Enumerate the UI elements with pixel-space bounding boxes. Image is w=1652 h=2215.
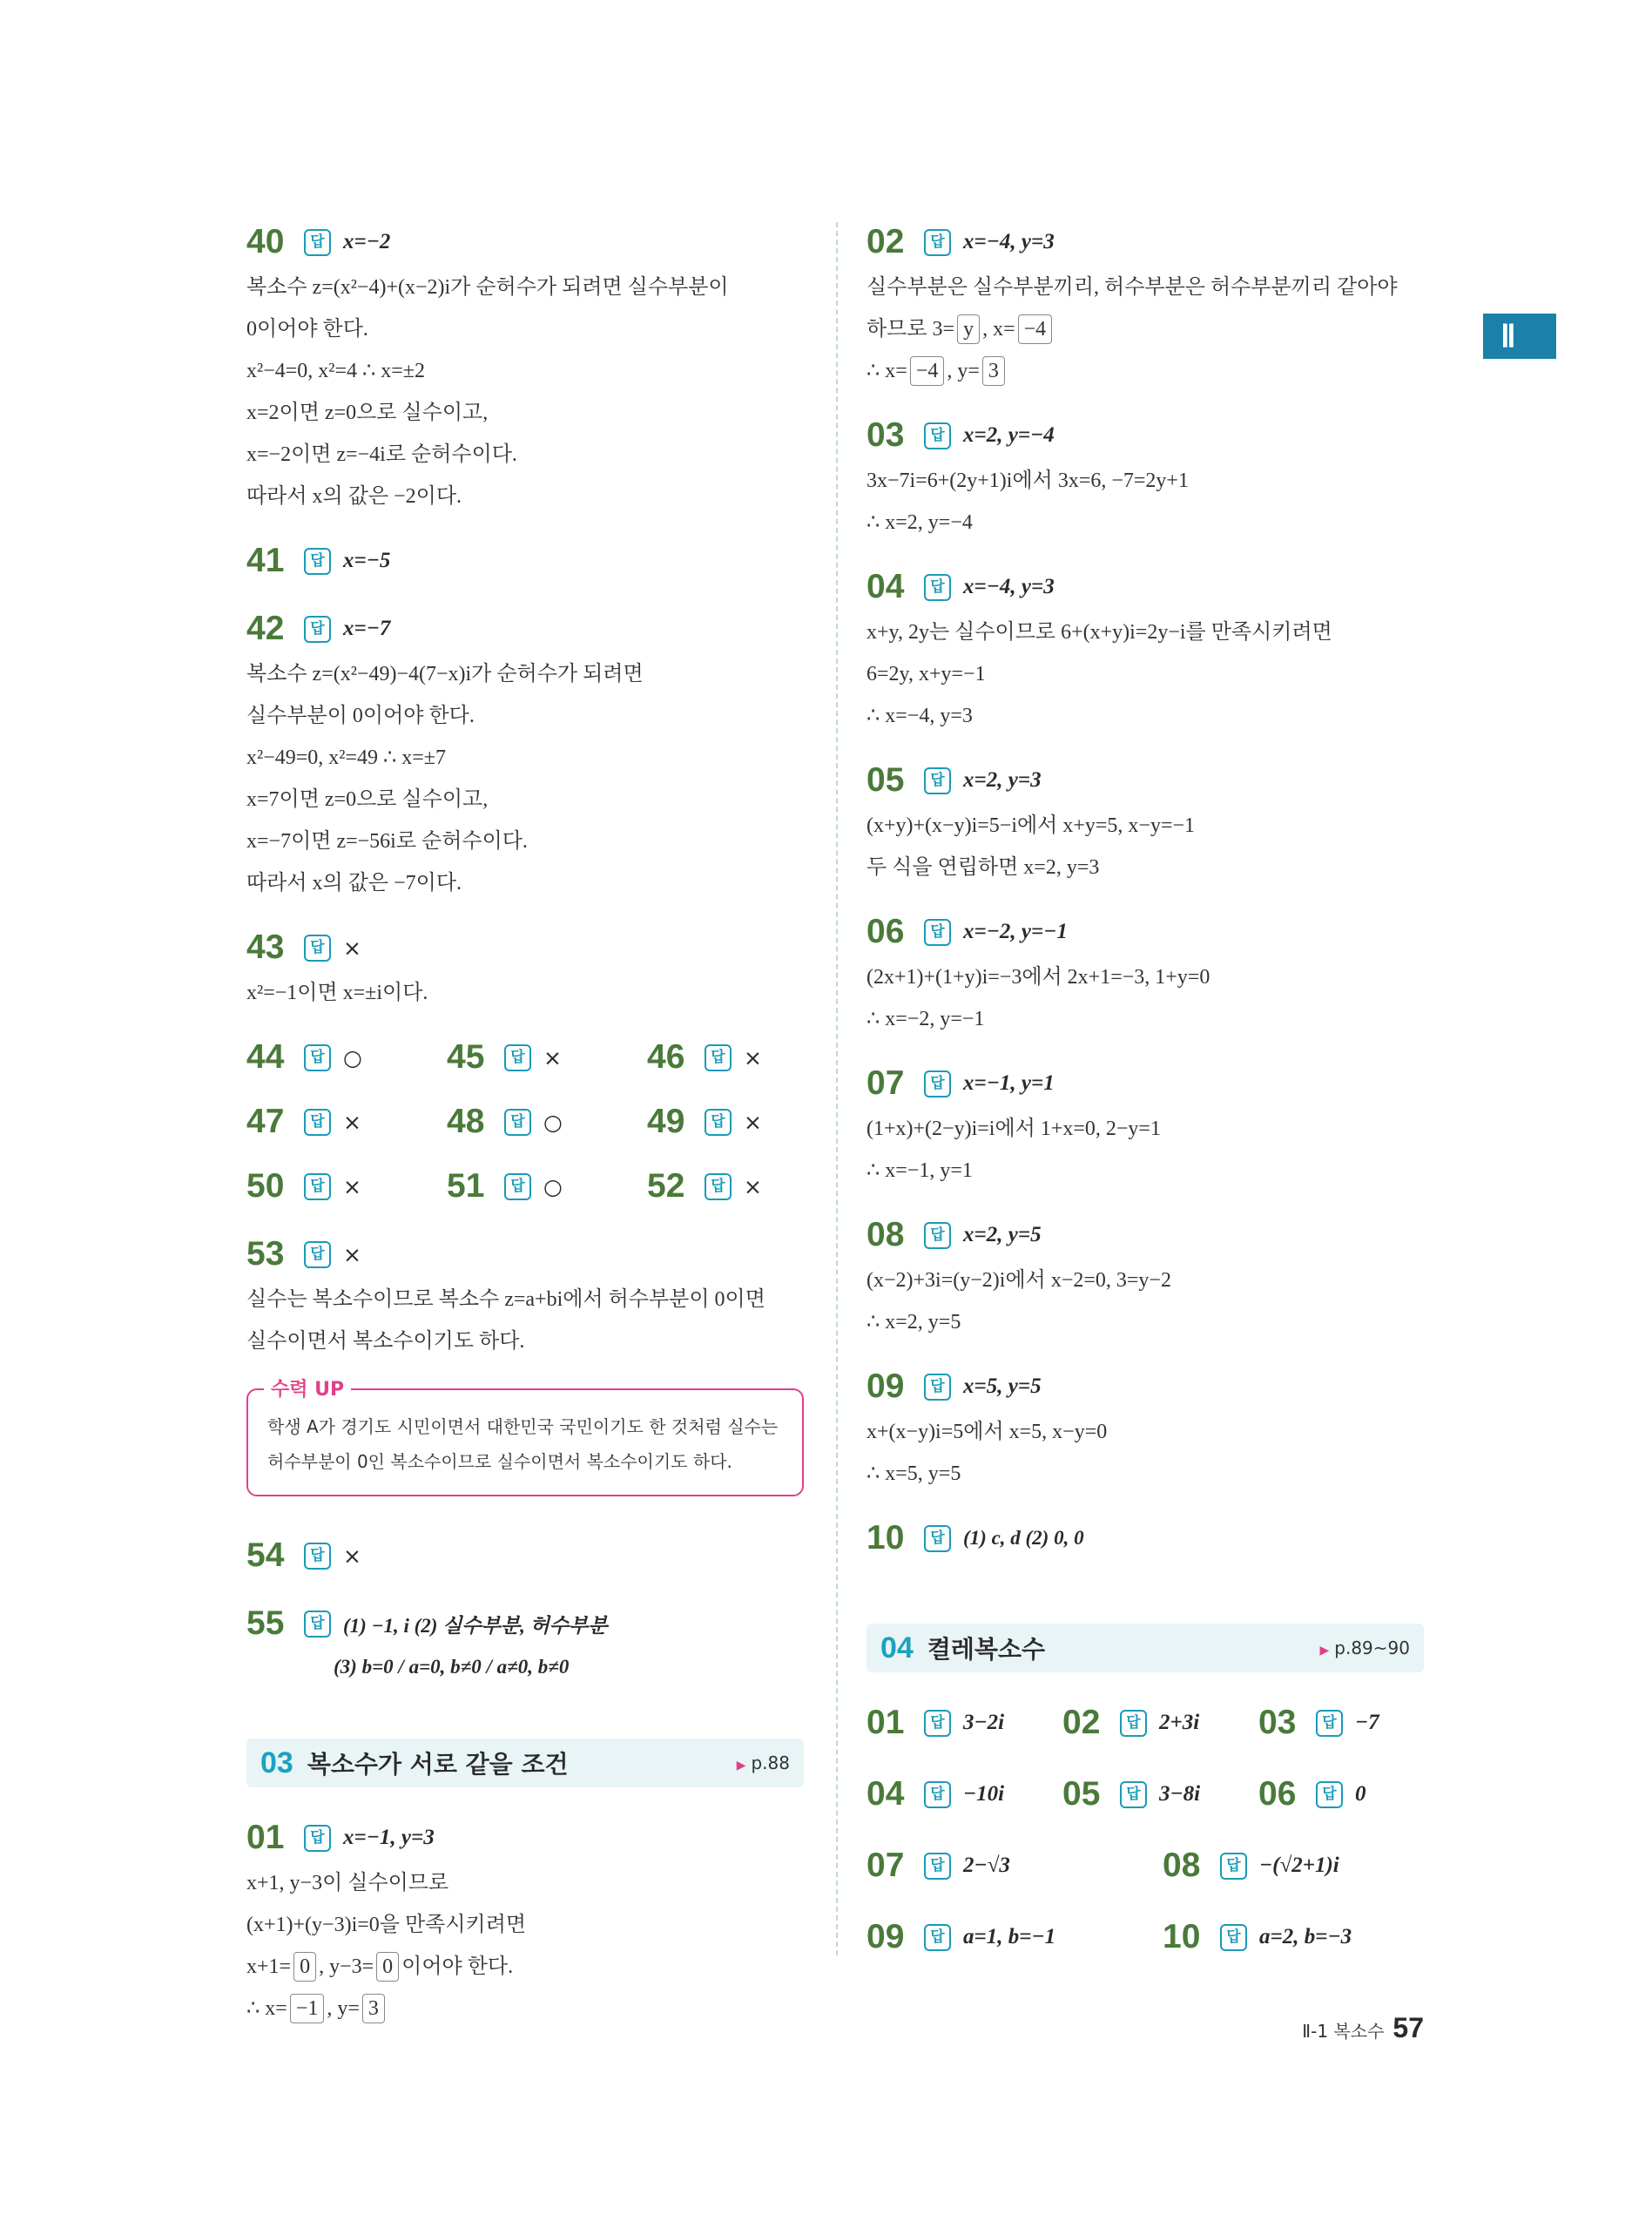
answer: x=2, y=5 <box>963 1223 1042 1246</box>
problem-number: 10 <box>1163 1918 1201 1955</box>
solution-line: (1+x)+(2−y)i=i에서 1+x=0, 2−y=1 <box>866 1118 1161 1140</box>
solution-line: 하므로 3= y , x= −4 <box>866 308 1424 350</box>
problem-number: 49 <box>647 1103 685 1140</box>
answer: 2+3i <box>1159 1711 1200 1734</box>
solution-line: x=−7이면 z=−56i로 순허수이다. <box>246 830 528 853</box>
page-number: 57 <box>1392 2012 1424 2043</box>
section03-problem-06 <box>866 908 1424 1040</box>
answer: −7 <box>1355 1711 1379 1734</box>
solution-line: ∴ x=−2, y=−1 <box>866 1008 985 1030</box>
problem-number: 08 <box>866 1216 905 1253</box>
answer: × <box>343 1543 361 1569</box>
problem-number: 53 <box>246 1235 285 1273</box>
problem-55 <box>246 1599 804 1686</box>
grid-item <box>447 1162 647 1211</box>
triangle-right-icon: ▶ <box>736 1759 746 1773</box>
answer-tag-icon: 답 <box>1220 1924 1247 1951</box>
tip-line: 학생 A가 경기도 시민이면서 대한민국 국민이기도 한 것처럼 실수는 <box>267 1416 779 1437</box>
solution-line: 복소수 z=(x²−49)−4(7−x)i가 순허수가 되려면 <box>246 663 644 685</box>
answer: × <box>744 1044 762 1070</box>
answer: 2−√3 <box>963 1854 1010 1877</box>
answer-tag-icon: 답 <box>924 1070 951 1097</box>
section03-problem-04 <box>866 563 1424 737</box>
answer-tag-icon: 답 <box>1120 1781 1147 1808</box>
section03-problem-03 <box>866 411 1424 544</box>
problem-number: 06 <box>866 913 905 950</box>
tip-box <box>246 1379 804 1496</box>
answer-tag-icon: 답 <box>304 1543 331 1570</box>
answer-tag-icon: 답 <box>504 1044 531 1071</box>
answer-tag-icon: 답 <box>1220 1853 1247 1880</box>
solution-line: 실수이면서 복소수이기도 하다. <box>246 1330 525 1353</box>
solution-line: 실수부분은 실수부분끼리, 허수부분은 허수부분끼리 같아야 <box>866 276 1398 299</box>
answer: × <box>744 1173 762 1199</box>
answer: x=2, y=−4 <box>963 423 1055 447</box>
problem-number: 47 <box>246 1103 285 1140</box>
problem-number: 41 <box>246 542 285 579</box>
solution-line: x²−4=0, x²=4 ∴ x=±2 <box>246 360 425 382</box>
answer: x=−1, y=3 <box>343 1826 435 1849</box>
problem-number: 50 <box>246 1167 285 1205</box>
grid-item <box>866 1770 1062 1819</box>
answer-grid-44-52 <box>246 1033 804 1211</box>
section03-problem-02 <box>866 218 1424 392</box>
problem-number: 55 <box>246 1604 285 1642</box>
grid-item <box>866 1913 1163 1962</box>
answer-tag-icon: 답 <box>924 1525 951 1552</box>
answer: x=5, y=5 <box>963 1374 1042 1398</box>
section03-problem-01 <box>246 1813 804 2029</box>
answer: ○ <box>343 1044 362 1070</box>
answer: 3−8i <box>1159 1782 1201 1806</box>
blank-box: −1 <box>290 1994 325 2023</box>
answer-tag-icon: 답 <box>304 1241 331 1268</box>
tip-line: 허수부분이 0인 복소수이므로 실수이면서 복소수이기도 하다. <box>267 1451 732 1472</box>
answer: x=−4, y=3 <box>963 575 1055 598</box>
problem-number: 02 <box>1062 1704 1101 1741</box>
solution-line: (2x+1)+(1+y)i=−3에서 2x+1=−3, 1+y=0 <box>866 966 1210 989</box>
solution-line: ∴ x=−1, y=1 <box>866 1159 973 1182</box>
blank-box: 0 <box>293 1952 316 1982</box>
page-ref-text: p.89~90 <box>1334 1638 1410 1658</box>
solution-line: x+(x−y)i=5에서 x=5, x−y=0 <box>866 1421 1108 1443</box>
section03-problem-09 <box>866 1362 1424 1495</box>
section-page-ref <box>737 1752 790 1773</box>
problem-54 <box>246 1531 804 1580</box>
answer-tag-icon: 답 <box>304 1044 331 1071</box>
problem-number: 10 <box>866 1519 905 1557</box>
solution-line: x²=−1이면 x=±i이다. <box>246 982 428 1004</box>
grid-item <box>1258 1698 1454 1747</box>
grid-item <box>647 1033 847 1082</box>
triangle-right-icon: ▶ <box>1319 1644 1330 1658</box>
answer-tag-icon: 답 <box>304 548 331 575</box>
answer: x=−2, y=−1 <box>963 920 1068 943</box>
section-number: 04 <box>880 1631 914 1665</box>
answer: a=2, b=−3 <box>1259 1925 1352 1948</box>
problem-43 <box>246 923 804 1014</box>
problem-number: 48 <box>447 1103 485 1140</box>
problem-number: 01 <box>246 1819 285 1856</box>
problem-number: 08 <box>1163 1847 1201 1884</box>
problem-number: 03 <box>866 416 905 454</box>
answer: × <box>343 935 361 961</box>
section-header-04 <box>866 1624 1424 1672</box>
problem-number: 40 <box>246 223 285 260</box>
answer-tag-icon: 답 <box>504 1109 531 1136</box>
grid-item <box>866 1841 1163 1890</box>
section03-problem-10 <box>866 1514 1424 1563</box>
answer: × <box>343 1109 361 1135</box>
section-header-03 <box>246 1739 804 1787</box>
answer: −10i <box>963 1782 1005 1806</box>
answer: x=−7 <box>343 617 391 640</box>
solution-line: x=2이면 z=0으로 실수이고, <box>246 402 489 424</box>
footer-chapter-label: Ⅱ-1 복소수 <box>1302 2021 1385 2042</box>
solution-line: ∴ x=2, y=5 <box>866 1311 961 1334</box>
blank-box: −4 <box>910 356 945 386</box>
answer-tag-icon: 답 <box>304 1173 331 1200</box>
answer-tag-icon: 답 <box>304 229 331 256</box>
answer-tag-icon: 답 <box>924 422 951 449</box>
answer: −(√2+1)i <box>1259 1854 1339 1877</box>
problem-41 <box>246 537 804 585</box>
problem-number: 09 <box>866 1367 905 1405</box>
solution-line: x=−2이면 z=−4i로 순허수이다. <box>246 443 517 466</box>
grid-item <box>1062 1770 1258 1819</box>
answer: x=−4, y=3 <box>963 230 1055 253</box>
answer: 0 <box>1355 1782 1366 1806</box>
solution-line: 따라서 x의 값은 −7이다. <box>246 872 462 895</box>
problem-53 <box>246 1230 804 1362</box>
left-column <box>246 218 804 2049</box>
solution-line: 실수는 복소수이므로 복소수 z=a+bi에서 허수부분이 0이면 <box>246 1288 765 1311</box>
solution-line: x²−49=0, x²=49 ∴ x=±7 <box>246 746 446 769</box>
blank-box: y <box>957 314 980 344</box>
solution-line: 0이어야 한다. <box>246 318 368 341</box>
conjugate-answer-grid-2 <box>866 1841 1424 1962</box>
grid-item <box>1062 1698 1258 1747</box>
answer: a=1, b=−1 <box>963 1925 1056 1948</box>
answer-tag-icon: 답 <box>705 1109 732 1136</box>
solution-line: (x−2)+3i=(y−2)i에서 x−2=0, 3=y−2 <box>866 1269 1171 1292</box>
solution-line: 3x−7i=6+(2y+1)i에서 3x=6, −7=2y+1 <box>866 469 1189 492</box>
answer: x=−5 <box>343 549 391 572</box>
answer-tag-icon: 답 <box>924 919 951 946</box>
problem-number: 07 <box>866 1847 905 1884</box>
solution-line: ∴ x= −1 , y= 3 <box>246 1988 804 2029</box>
section03-problem-08 <box>866 1211 1424 1343</box>
answer-tag-icon: 답 <box>1316 1710 1343 1737</box>
answer: 3−2i <box>963 1711 1005 1734</box>
answer-tag-icon: 답 <box>924 1781 951 1808</box>
answer: (1) c, d (2) 0, 0 <box>963 1527 1084 1549</box>
solution-line: x+1= 0 , y−3= 0 이어야 한다. <box>246 1946 804 1988</box>
solution-line: x=7이면 z=0으로 실수이고, <box>246 788 489 811</box>
section03-problem-05 <box>866 756 1424 888</box>
problem-number: 51 <box>447 1167 485 1205</box>
answer-tag-icon: 답 <box>1316 1781 1343 1808</box>
solution-line: x+y, 2y는 실수이므로 6+(x+y)i=2y−i를 만족시키려면 <box>866 621 1332 644</box>
grid-item <box>1258 1770 1454 1819</box>
page-ref-text: p.88 <box>751 1752 790 1773</box>
problem-number: 03 <box>1258 1704 1297 1741</box>
section-title: 켤레복소수 <box>927 1635 1046 1664</box>
answer-tag-icon: 답 <box>705 1173 732 1200</box>
problem-number: 04 <box>866 568 905 605</box>
solution-line: x+1, y−3이 실수이므로 <box>246 1872 449 1894</box>
solution-line: (x+1)+(y−3)i=0을 만족시키려면 <box>246 1914 527 1936</box>
problem-number: 01 <box>866 1704 905 1741</box>
problem-number: 09 <box>866 1918 905 1955</box>
answer-tag-icon: 답 <box>924 1222 951 1249</box>
problem-number: 02 <box>866 223 905 260</box>
chapter-side-tab: Ⅱ <box>1483 314 1556 359</box>
answer-tag-icon: 답 <box>924 1924 951 1951</box>
solution-line: 복소수 z=(x²−4)+(x−2)i가 순허수가 되려면 실수부분이 <box>246 276 729 299</box>
answer-tag-icon: 답 <box>1120 1710 1147 1737</box>
grid-item <box>246 1162 447 1211</box>
problem-number: 04 <box>866 1775 905 1813</box>
answer: x=−1, y=1 <box>963 1071 1055 1095</box>
problem-number: 42 <box>246 610 285 647</box>
section-title: 복소수가 서로 같을 조건 <box>307 1750 569 1779</box>
blank-box: 3 <box>362 1994 385 2023</box>
section03-problem-07 <box>866 1059 1424 1192</box>
answer: × <box>343 1241 361 1267</box>
right-column <box>866 218 1424 1962</box>
problem-number: 45 <box>447 1038 485 1076</box>
solution-line: (x+y)+(x−y)i=5−i에서 x+y=5, x−y=−1 <box>866 814 1196 837</box>
grid-item <box>447 1033 647 1082</box>
answer-tag-icon: 답 <box>924 1374 951 1401</box>
problem-number: 46 <box>647 1038 685 1076</box>
answer-tag-icon: 답 <box>924 1710 951 1737</box>
problem-number: 05 <box>1062 1775 1101 1813</box>
answer-tag-icon: 답 <box>924 574 951 601</box>
answer-tag-icon: 답 <box>924 229 951 256</box>
section-page-ref <box>1320 1638 1411 1658</box>
answer: ○ <box>543 1109 563 1135</box>
problem-40 <box>246 218 804 517</box>
grid-item <box>246 1097 447 1146</box>
answer: (1) −1, i (2) 실수부분, 허수부분 <box>343 1614 608 1637</box>
solution-line: 실수부분이 0이어야 한다. <box>246 705 475 727</box>
answer-tag-icon: 답 <box>924 767 951 794</box>
grid-item <box>1163 1913 1459 1962</box>
answer: × <box>744 1109 762 1135</box>
answer-tag-icon: 답 <box>304 935 331 962</box>
tip-title: 수력 UP <box>264 1374 351 1401</box>
page-footer <box>1302 2012 1424 2044</box>
blank-box: 0 <box>376 1952 399 1982</box>
answer: x=2, y=3 <box>963 768 1042 792</box>
problem-number: 52 <box>647 1167 685 1205</box>
problem-42 <box>246 604 804 904</box>
grid-item <box>647 1162 847 1211</box>
solution-line: ∴ x=5, y=5 <box>866 1462 961 1485</box>
answer: x=−2 <box>343 230 391 253</box>
solution-line: 따라서 x의 값은 −2이다. <box>246 485 462 508</box>
grid-item <box>246 1033 447 1082</box>
answer: × <box>343 1173 361 1199</box>
section-number: 03 <box>260 1746 293 1779</box>
solution-line: ∴ x=−4, y=3 <box>866 705 973 727</box>
answer-tag-icon: 답 <box>304 616 331 643</box>
grid-item <box>647 1097 847 1146</box>
grid-item <box>447 1097 647 1146</box>
solution-line: 두 식을 연립하면 x=2, y=3 <box>866 856 1100 879</box>
answer-tag-icon: 답 <box>705 1044 732 1071</box>
problem-number: 43 <box>246 929 285 966</box>
grid-item <box>866 1698 1062 1747</box>
column-divider <box>836 222 838 1955</box>
grid-item <box>1163 1841 1459 1890</box>
solution-line: ∴ x= −4 , y= 3 <box>866 350 1424 392</box>
answer-tag-icon: 답 <box>304 1109 331 1136</box>
problem-number: 54 <box>246 1536 285 1574</box>
problem-number: 05 <box>866 761 905 799</box>
answer-tag-icon: 답 <box>924 1853 951 1880</box>
answer-tag-icon: 답 <box>304 1825 331 1852</box>
blank-box: 3 <box>982 356 1005 386</box>
problem-number: 06 <box>1258 1775 1297 1813</box>
conjugate-answer-grid <box>866 1698 1424 1819</box>
problem-number: 44 <box>246 1038 285 1076</box>
problem-number: 07 <box>866 1064 905 1102</box>
solution-line: 6=2y, x+y=−1 <box>866 663 986 685</box>
solution-line: ∴ x=2, y=−4 <box>866 511 973 534</box>
answer-tag-icon: 답 <box>304 1611 331 1638</box>
answer-continued: (3) b=0 / a=0, b≠0 / a≠0, b≠0 <box>334 1656 570 1678</box>
answer-tag-icon: 답 <box>504 1173 531 1200</box>
answer: × <box>543 1044 562 1070</box>
blank-box: −4 <box>1018 314 1053 344</box>
answer: ○ <box>543 1173 563 1199</box>
